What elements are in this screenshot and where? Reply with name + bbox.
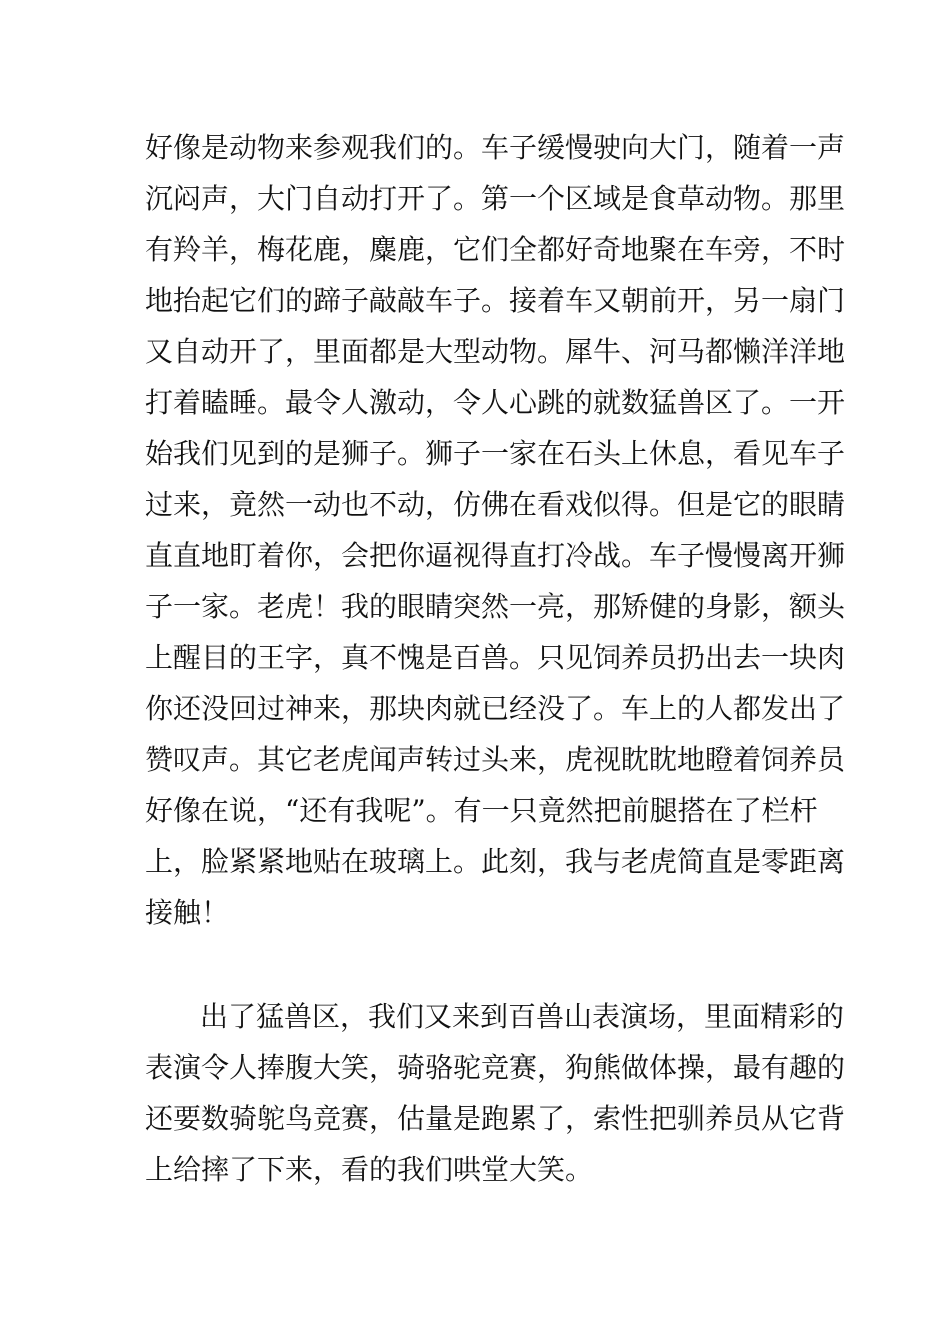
paragraph-line: 表演令人捧腹大笑，骑骆驼竞赛，狗熊做体操，最有趣的 [145,1051,846,1084]
paragraph-line: 上给摔了下来，看的我们哄堂大笑。 [145,1153,594,1186]
paragraph-line: 过来，竟然一动也不动，仿佛在看戏似得。但是它的眼睛 [145,488,846,521]
paragraph-line: 接触！ [145,896,230,929]
paragraph-line: 你还没回过神来，那块肉就已经没了。车上的人都发出了 [145,692,846,725]
paragraph-line: 出了猛兽区，我们又来到百兽山表演场，里面精彩的 [200,1000,845,1033]
paragraph-line: 有羚羊，梅花鹿，麋鹿，它们全都好奇地聚在车旁，不时 [145,233,846,266]
paragraph-line: 上醒目的王字，真不愧是百兽。只见饲养员扔出去一块肉 [145,641,846,674]
paragraph-line: 好像在说，“还有我呢”。有一只竟然把前腿搭在了栏杆 [145,794,818,827]
paragraph-line: 上，脸紧紧地贴在玻璃上。此刻，我与老虎简直是零距离 [145,845,846,878]
paragraph-line: 赞叹声。其它老虎闻声转过头来，虎视眈眈地瞪着饲养员 [145,743,846,776]
paragraph-line: 打着瞌睡。最令人激动，令人心跳的就数猛兽区了。一开 [145,386,846,419]
paragraph-line: 地抬起它们的蹄子敲敲车子。接着车又朝前开，另一扇门 [145,284,846,317]
paragraph-line: 沉闷声，大门自动打开了。第一个区域是食草动物。那里 [145,182,846,215]
paragraph-line: 又自动开了，里面都是大型动物。犀牛、河马都懒洋洋地 [145,335,846,368]
paragraph-line: 直直地盯着你，会把你逼视得直打冷战。车子慢慢离开狮 [145,539,846,572]
paragraph-line: 子一家。老虎！我的眼睛突然一亮，那矫健的身影，额头 [145,590,846,623]
paragraph-line: 始我们见到的是狮子。狮子一家在石头上休息，看见车子 [145,437,846,470]
paragraph-line: 还要数骑鸵鸟竞赛，估量是跑累了，索性把驯养员从它背 [145,1102,846,1135]
paragraph-line: 好像是动物来参观我们的。车子缓慢驶向大门，随着一声 [145,131,846,164]
